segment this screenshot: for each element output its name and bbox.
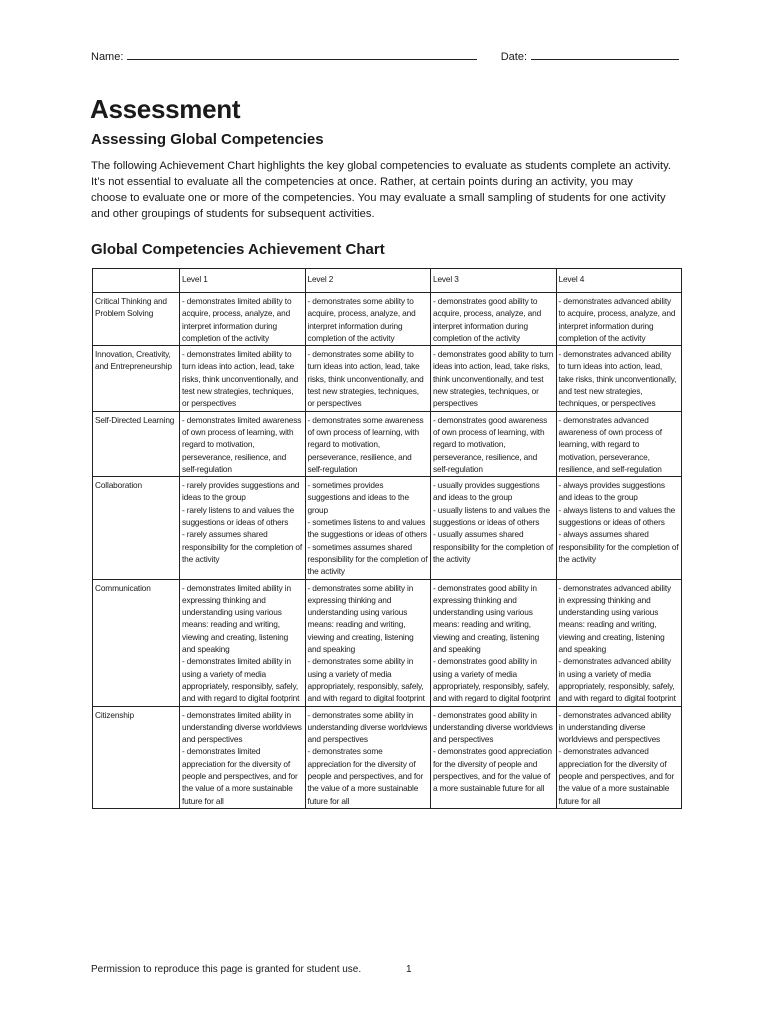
table-row bbox=[93, 579, 682, 706]
table-row bbox=[93, 706, 682, 808]
level-4-cell: - demonstrates advanced ability to turn ideas into action, lead, take risks, think unconventionally, and test new strategies, techniques, or perspectives bbox=[556, 346, 682, 411]
competency-cell: Collaboration bbox=[93, 477, 180, 579]
level-1-cell: - demonstrates limited ability in expressing thinking and understanding using various means: reading and writing, viewing and creating, listening and speaking - demonstrates limited ability in using a variety of media appropriately, responsibly, safely, and with regard to digital footprint bbox=[180, 579, 306, 706]
level-2-cell: - demonstrates some ability in understanding diverse worldviews and perspectives - demonstrates some appreciation for the diversity of people and perspectives, and for the value of a more sustainable future for all bbox=[305, 706, 431, 808]
level-4-cell: - always provides suggestions and ideas to the group - always listens to and values the suggestions or ideas of others - always assumes shared responsibility for the completion of the activity bbox=[556, 477, 682, 579]
level-3-cell: - demonstrates good ability in understanding diverse worldviews and perspectives - demonstrates good appreciation for the diversity of people and perspectives, and for the value of a more sustainable future for all bbox=[431, 706, 557, 808]
level-2-cell: - demonstrates some awareness of own process of learning, with regard to motivation, perseverance, resilience, and self-regulation bbox=[305, 411, 431, 476]
competency-cell: Communication bbox=[93, 579, 180, 706]
level-1-cell: - demonstrates limited ability in understanding diverse worldviews and perspectives - demonstrates limited appreciation for the diversity of people and perspectives, and for the value of a more sustainable future for all bbox=[180, 706, 306, 808]
level-1-cell: - rarely provides suggestions and ideas to the group - rarely listens to and values the suggestions or ideas of others - rarely assumes shared responsibility for the completion of the activity bbox=[180, 477, 306, 579]
page-subtitle: Assessing Global Competencies bbox=[91, 131, 324, 148]
level-2-cell: - demonstrates some ability to acquire, process, analyze, and interpret information during completion of the activity bbox=[305, 293, 431, 346]
level-3-cell: - demonstrates good ability in expressing thinking and understanding using various means: reading and writing, viewing and creating, listening and speaking - demonstrates good ability in using a variety of media appropriately, responsibly, safely, and with regard to digital footprint bbox=[431, 579, 557, 706]
competency-cell: Citizenship bbox=[93, 706, 180, 808]
header-level-3: Level 3 bbox=[431, 269, 557, 293]
competency-cell: Innovation, Creativity, and Entrepreneurship bbox=[93, 346, 180, 411]
competency-cell: Self-Directed Learning bbox=[93, 411, 180, 476]
table-row bbox=[93, 477, 682, 579]
level-1-cell: - demonstrates limited awareness of own process of learning, with regard to motivation, perseverance, resilience, and self-regulation bbox=[180, 411, 306, 476]
header-level-4: Level 4 bbox=[556, 269, 682, 293]
permission-footer: Permission to reproduce this page is granted for student use. bbox=[91, 964, 362, 975]
table-row bbox=[93, 411, 682, 476]
level-1-cell: - demonstrates limited ability to turn ideas into action, lead, take risks, think unconventionally, and test new strategies, techniques, or perspectives bbox=[180, 346, 306, 411]
date-field[interactable] bbox=[531, 47, 679, 60]
name-field[interactable] bbox=[127, 47, 476, 60]
level-4-cell: - demonstrates advanced awareness of own process of learning, with regard to motivation, perseverance, resilience, and self-regulation bbox=[556, 411, 682, 476]
level-2-cell: - sometimes provides suggestions and ideas to the group - sometimes listens to and values the suggestions or ideas of others - sometimes assumes shared responsibility for the completion of the activity bbox=[305, 477, 431, 579]
date-label: Date: bbox=[500, 51, 527, 63]
chart-title: Global Competencies Achievement Chart bbox=[91, 241, 385, 258]
name-date-header bbox=[91, 47, 679, 63]
level-4-cell: - demonstrates advanced ability in understanding diverse worldviews and perspectives - demonstrates advanced appreciation for the diversity of people and perspectives, and for the value of a more sustainable future for all bbox=[556, 706, 682, 808]
name-label: Name: bbox=[91, 51, 124, 63]
level-4-cell: - demonstrates advanced ability in expressing thinking and understanding using various means: reading and writing, viewing and creating, listening and speaking - demonstrates advanced ability in using a variety of media appropriately, responsibly, safely, and with regard to digital footprint bbox=[556, 579, 682, 706]
achievement-chart bbox=[92, 268, 682, 809]
table-row bbox=[93, 293, 682, 346]
level-4-cell: - demonstrates advanced ability to acquire, process, analyze, and interpret information during completion of the activity bbox=[556, 293, 682, 346]
header-level-2: Level 2 bbox=[305, 269, 431, 293]
level-3-cell: - demonstrates good ability to turn ideas into action, lead, take risks, think unconventionally, and test new strategies, techniques, or perspectives bbox=[431, 346, 557, 411]
level-1-cell: - demonstrates limited ability to acquire, process, analyze, and interpret information during completion of the activity bbox=[180, 293, 306, 346]
page-number: 1 bbox=[406, 964, 412, 975]
table-row bbox=[93, 346, 682, 411]
header-level-1: Level 1 bbox=[180, 269, 306, 293]
level-2-cell: - demonstrates some ability in expressing thinking and understanding using various means: reading and writing, viewing and creating, listening and speaking - demonstrates some ability in using a variety of media appropriately, responsibly, safely, and with regard to digital footprint bbox=[305, 579, 431, 706]
page-title: Assessment bbox=[90, 94, 241, 124]
intro-paragraph: The following Achievement Chart highlights the key global competencies to evaluate as students complete an activity. It’s not essential to evaluate all the competencies at once. Rather, at certain points during an activity, you may choose to evaluate one or more of the competencies. You may evaluate a small sampling of students for one activity and other groupings of students for subsequent activities. bbox=[91, 160, 672, 220]
level-2-cell: - demonstrates some ability to turn ideas into action, lead, take risks, think unconventionally, and test new strategies, techniques, or perspectives bbox=[305, 346, 431, 411]
header-corner-cell bbox=[93, 269, 180, 293]
level-3-cell: - usually provides suggestions and ideas to the group - usually listens to and values the suggestions or ideas of others - usually assumes shared responsibility for the completion of the activity bbox=[431, 477, 557, 579]
chart-header-row bbox=[93, 269, 682, 293]
level-3-cell: - demonstrates good ability to acquire, process, analyze, and interpret information during completion of the activity bbox=[431, 293, 557, 346]
level-3-cell: - demonstrates good awareness of own process of learning, with regard to motivation, perseverance, resilience, and self-regulation bbox=[431, 411, 557, 476]
competency-cell: Critical Thinking and Problem Solving bbox=[93, 293, 180, 346]
